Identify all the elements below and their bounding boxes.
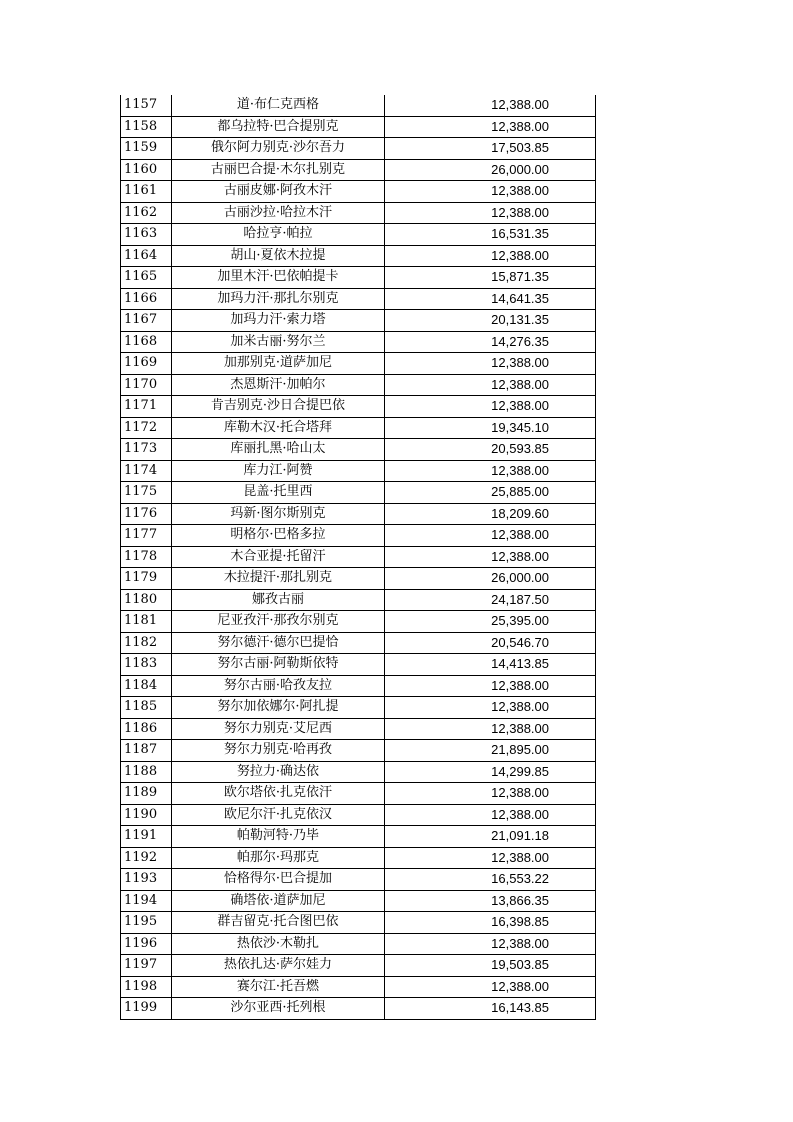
table-row	[121, 396, 596, 418]
name-cell: 帕那尔·玛那克	[172, 847, 385, 869]
row-number-cell: 1193	[121, 869, 172, 891]
row-number-cell: 1189	[121, 783, 172, 805]
table-row	[121, 525, 596, 547]
amount-cell: 25,395.00	[385, 611, 596, 633]
row-number-cell: 1172	[121, 417, 172, 439]
amount-cell: 25,885.00	[385, 482, 596, 504]
name-cell: 热依沙·木勒扎	[172, 933, 385, 955]
row-number-cell: 1173	[121, 439, 172, 461]
row-number-cell: 1199	[121, 998, 172, 1020]
amount-cell: 13,866.35	[385, 890, 596, 912]
name-cell: 努尔力别克·哈再孜	[172, 740, 385, 762]
amount-cell: 17,503.85	[385, 138, 596, 160]
name-cell: 胡山·夏依木拉提	[172, 245, 385, 267]
name-cell: 娜孜古丽	[172, 589, 385, 611]
amount-cell: 12,388.00	[385, 460, 596, 482]
name-cell: 杰恩斯汗·加帕尔	[172, 374, 385, 396]
row-number-cell: 1167	[121, 310, 172, 332]
table-row	[121, 288, 596, 310]
name-cell: 明格尔·巴格多拉	[172, 525, 385, 547]
table-row	[121, 611, 596, 633]
table-row	[121, 826, 596, 848]
row-number-cell: 1194	[121, 890, 172, 912]
amount-cell: 20,131.35	[385, 310, 596, 332]
name-cell: 道·布仁克西格	[172, 95, 385, 116]
name-cell: 库力江·阿赞	[172, 460, 385, 482]
amount-cell: 12,388.00	[385, 525, 596, 547]
amount-cell: 12,388.00	[385, 353, 596, 375]
row-number-cell: 1170	[121, 374, 172, 396]
table-row	[121, 955, 596, 977]
row-number-cell: 1196	[121, 933, 172, 955]
row-number-cell: 1166	[121, 288, 172, 310]
amount-cell: 12,388.00	[385, 374, 596, 396]
name-cell: 努尔力别克·艾尼西	[172, 718, 385, 740]
amount-cell: 12,388.00	[385, 546, 596, 568]
amount-cell: 12,388.00	[385, 675, 596, 697]
row-number-cell: 1165	[121, 267, 172, 289]
name-cell: 俄尔阿力别克·沙尔吾力	[172, 138, 385, 160]
name-cell: 尼亚孜汗·那孜尔别克	[172, 611, 385, 633]
table-row	[121, 632, 596, 654]
amount-cell: 12,388.00	[385, 783, 596, 805]
amount-cell: 24,187.50	[385, 589, 596, 611]
amount-cell: 19,503.85	[385, 955, 596, 977]
amount-cell: 26,000.00	[385, 568, 596, 590]
row-number-cell: 1169	[121, 353, 172, 375]
amount-cell: 16,398.85	[385, 912, 596, 934]
table-row	[121, 202, 596, 224]
amount-cell: 15,871.35	[385, 267, 596, 289]
row-number-cell: 1168	[121, 331, 172, 353]
row-number-cell: 1175	[121, 482, 172, 504]
name-cell: 加里木汗·巴依帕提卡	[172, 267, 385, 289]
row-number-cell: 1181	[121, 611, 172, 633]
table-row	[121, 417, 596, 439]
row-number-cell: 1163	[121, 224, 172, 246]
table-row	[121, 697, 596, 719]
amount-cell: 14,641.35	[385, 288, 596, 310]
name-cell: 努尔德汗·德尔巴提恰	[172, 632, 385, 654]
amount-cell: 20,546.70	[385, 632, 596, 654]
table-row	[121, 159, 596, 181]
amount-cell: 12,388.00	[385, 933, 596, 955]
row-number-cell: 1185	[121, 697, 172, 719]
amount-cell: 19,345.10	[385, 417, 596, 439]
name-cell: 加玛力汗·索力塔	[172, 310, 385, 332]
row-number-cell: 1162	[121, 202, 172, 224]
table-row	[121, 546, 596, 568]
name-cell: 沙尔亚西·托列根	[172, 998, 385, 1020]
table-row	[121, 503, 596, 525]
amount-cell: 12,388.00	[385, 804, 596, 826]
name-cell: 木合亚提·托留汗	[172, 546, 385, 568]
row-number-cell: 1184	[121, 675, 172, 697]
table-row	[121, 804, 596, 826]
table-row	[121, 460, 596, 482]
table-row	[121, 181, 596, 203]
table-row	[121, 589, 596, 611]
row-number-cell: 1171	[121, 396, 172, 418]
name-cell: 加玛力汗·那扎尔别克	[172, 288, 385, 310]
amount-cell: 12,388.00	[385, 202, 596, 224]
table-row	[121, 718, 596, 740]
row-number-cell: 1198	[121, 976, 172, 998]
amount-cell: 12,388.00	[385, 181, 596, 203]
table-row	[121, 998, 596, 1020]
row-number-cell: 1182	[121, 632, 172, 654]
name-cell: 昆盖·托里西	[172, 482, 385, 504]
amount-cell: 12,388.00	[385, 95, 596, 116]
amount-cell: 12,388.00	[385, 976, 596, 998]
amount-cell: 16,143.85	[385, 998, 596, 1020]
table-row	[121, 568, 596, 590]
name-cell: 加米古丽·努尔兰	[172, 331, 385, 353]
row-number-cell: 1160	[121, 159, 172, 181]
table-row	[121, 933, 596, 955]
row-number-cell: 1164	[121, 245, 172, 267]
row-number-cell: 1180	[121, 589, 172, 611]
payment-table	[120, 95, 596, 1020]
table-row	[121, 740, 596, 762]
name-cell: 加那别克·道萨加尼	[172, 353, 385, 375]
table-row	[121, 224, 596, 246]
name-cell: 群吉留克·托合图巴依	[172, 912, 385, 934]
row-number-cell: 1176	[121, 503, 172, 525]
amount-cell: 12,388.00	[385, 116, 596, 138]
amount-cell: 16,553.22	[385, 869, 596, 891]
name-cell: 哈拉亨·帕拉	[172, 224, 385, 246]
row-number-cell: 1188	[121, 761, 172, 783]
row-number-cell: 1158	[121, 116, 172, 138]
row-number-cell: 1187	[121, 740, 172, 762]
amount-cell: 14,413.85	[385, 654, 596, 676]
table-row	[121, 847, 596, 869]
name-cell: 木拉提汗·那扎别克	[172, 568, 385, 590]
row-number-cell: 1197	[121, 955, 172, 977]
table-row	[121, 331, 596, 353]
row-number-cell: 1177	[121, 525, 172, 547]
name-cell: 欧尔塔依·扎克依汗	[172, 783, 385, 805]
table-row	[121, 675, 596, 697]
row-number-cell: 1161	[121, 181, 172, 203]
table-row	[121, 245, 596, 267]
name-cell: 玛新·图尔斯别克	[172, 503, 385, 525]
table-row	[121, 869, 596, 891]
name-cell: 古丽皮娜·阿孜木汗	[172, 181, 385, 203]
name-cell: 确塔依·道萨加尼	[172, 890, 385, 912]
row-number-cell: 1191	[121, 826, 172, 848]
table-row	[121, 353, 596, 375]
name-cell: 库勒木汉·托合塔拜	[172, 417, 385, 439]
table-row	[121, 890, 596, 912]
name-cell: 赛尔江·托吾燃	[172, 976, 385, 998]
name-cell: 努尔古丽·哈孜友拉	[172, 675, 385, 697]
amount-cell: 21,091.18	[385, 826, 596, 848]
table-row	[121, 95, 596, 116]
table-row	[121, 783, 596, 805]
amount-cell: 12,388.00	[385, 396, 596, 418]
row-number-cell: 1183	[121, 654, 172, 676]
table-row	[121, 374, 596, 396]
amount-cell: 12,388.00	[385, 245, 596, 267]
row-number-cell: 1179	[121, 568, 172, 590]
name-cell: 古丽沙拉·哈拉木汗	[172, 202, 385, 224]
table-row	[121, 116, 596, 138]
table-row	[121, 912, 596, 934]
row-number-cell: 1192	[121, 847, 172, 869]
table-row	[121, 654, 596, 676]
name-cell: 都乌拉特·巴合提别克	[172, 116, 385, 138]
table-row	[121, 482, 596, 504]
name-cell: 恰格得尔·巴合提加	[172, 869, 385, 891]
table-row	[121, 761, 596, 783]
row-number-cell: 1157	[121, 95, 172, 116]
row-number-cell: 1159	[121, 138, 172, 160]
document-page	[120, 95, 596, 1020]
amount-cell: 14,276.35	[385, 331, 596, 353]
name-cell: 肯吉别克·沙日合提巴依	[172, 396, 385, 418]
name-cell: 努尔加依娜尔·阿扎提	[172, 697, 385, 719]
amount-cell: 14,299.85	[385, 761, 596, 783]
name-cell: 欧尼尔汗·扎克依汉	[172, 804, 385, 826]
name-cell: 库丽扎黑·哈山太	[172, 439, 385, 461]
row-number-cell: 1178	[121, 546, 172, 568]
name-cell: 努尔古丽·阿勒斯依特	[172, 654, 385, 676]
table-row	[121, 267, 596, 289]
row-number-cell: 1186	[121, 718, 172, 740]
amount-cell: 16,531.35	[385, 224, 596, 246]
row-number-cell: 1174	[121, 460, 172, 482]
name-cell: 古丽巴合提·木尔扎别克	[172, 159, 385, 181]
amount-cell: 26,000.00	[385, 159, 596, 181]
table-row	[121, 138, 596, 160]
table-row	[121, 439, 596, 461]
row-number-cell: 1195	[121, 912, 172, 934]
name-cell: 帕勒河特·乃毕	[172, 826, 385, 848]
amount-cell: 12,388.00	[385, 718, 596, 740]
name-cell: 热依扎达·萨尔娃力	[172, 955, 385, 977]
amount-cell: 21,895.00	[385, 740, 596, 762]
row-number-cell: 1190	[121, 804, 172, 826]
amount-cell: 12,388.00	[385, 697, 596, 719]
amount-cell: 18,209.60	[385, 503, 596, 525]
name-cell: 努拉力·确达依	[172, 761, 385, 783]
table-row	[121, 976, 596, 998]
amount-cell: 20,593.85	[385, 439, 596, 461]
table-body	[121, 95, 596, 1019]
amount-cell: 12,388.00	[385, 847, 596, 869]
table-row	[121, 310, 596, 332]
